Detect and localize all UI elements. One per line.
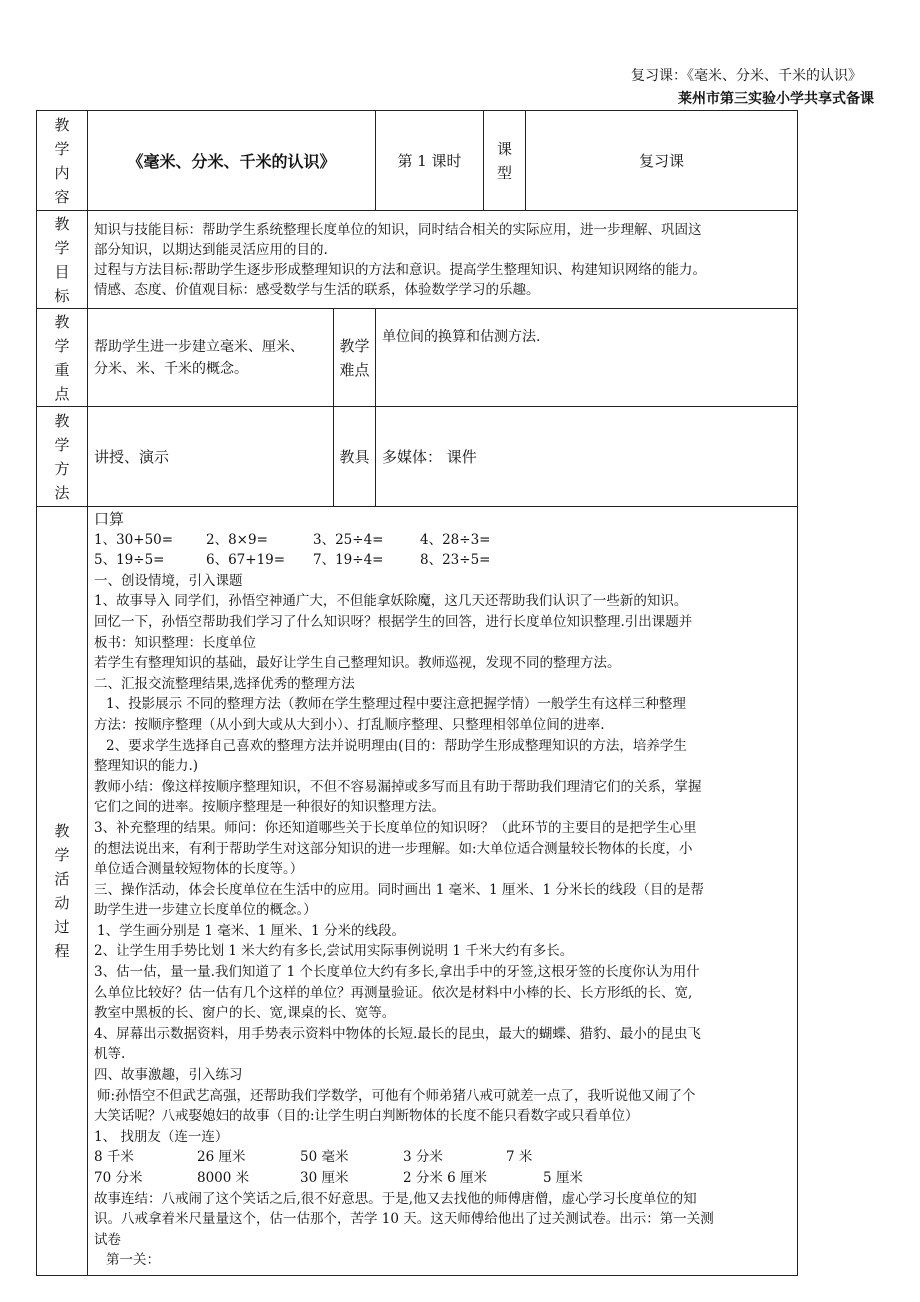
label-method: 教 学 方 法 xyxy=(37,407,88,507)
header-lesson-title: 复习课：《毫米、分米、千米的认识》 xyxy=(631,68,862,84)
row-goals xyxy=(37,211,798,309)
goals-text: 知识与技能目标：帮助学生系统整理长度单位的知识，同时结合相关的实际应用，进一步理解、巩固这 部分知识，以期达到能灵活应用的目的. 过程与方法目标:帮助学生逐步形成整理知识的方法和意识。提高学生整理知识、构建知识网络的能力。 情感、态度、价值观目标：感受数学与生活的联系，体验数学学习的乐趣。 xyxy=(88,211,798,309)
label-focus: 教 学 重 点 xyxy=(37,309,88,407)
row-activities xyxy=(37,507,798,1276)
lesson-type: 复习课 xyxy=(526,111,798,211)
match-row-2: 70 分米 8000 米 30 厘米 2 分米 6 厘米 5 厘米 xyxy=(94,1170,583,1186)
tools-text: 多媒体： 课件 xyxy=(376,407,798,507)
row-method xyxy=(37,407,798,507)
focus-text: 帮助学生进一步建立毫米、厘米、 分米、米、千米的概念。 xyxy=(88,309,334,407)
row-focus xyxy=(37,309,798,407)
activities-text: 口算 1、30+50= 2、8×9= 3、25÷4= 4、28÷3= 5、19÷5= 6、67+19= 7、19÷4= 8、23÷5= 一、创设情境，引入课题 1、故事导入 同学们，孙悟空神通广大，不但能拿妖除魔，这几天还帮助我们认识了一些新的知识。 回忆一下，孙悟空帮助我们学习了什么知识呀？根据学生的回答，进行长度单位知识整理.引出课题并 板书：知识整理：长度单位 若学生有整理知识的基础，最好让学生自己整理知识。教师巡视，发现不同的整理方法。 二、汇报交流整理结果,选择优秀的整理方法 1、投影展示 不同的整理方法（教师在学生整理过程中要注意把握学情）一般学生有这样三种整理 方法：按顺序整理（从小到大或从大到小）、打乱顺序整理、只整理相邻单位间的进率. 2、要求学生选择自己喜欢的整理方法并说明理由(目的：帮助学生形成整理知识的方法，培养学生 整理知识的能力.) 教师小结：像这样按顺序整理知识，不但不容易漏掉或多写而且有助于帮助我们理清它们的关系，掌握 它们之间的进率。按顺序整理是一种很好的知识整理方法。 3、补充整理的结果。师问：你还知道哪些关于长度单位的知识呀？（此环节的主要目的是把学生心里 的想法说出来，有利于帮助学生对这部分知识的进一步理解。如:大单位适合测量较长物体的长度，小 单位适合测量较短物体的长度等。） 三、操作活动，体会长度单位在生活中的应用。同时画出 1 毫米、1 厘米、1 分米长的线段（目的是帮 助学生进一步建立长度单位的概念。） 1、学生画分别是 1 毫米、1 厘米、1 分米的线段。 2、让学生用手势比划 1 米大约有多长,尝试用实际事例说明 1 千米大约有多长。 3、估一估，量一量.我们知道了 1 个长度单位大约有多长,拿出手中的牙签,这根牙签的长度你认为用什 么单位比较好？估一估有几个这样的单位？再测量验证。依次是材料中小棒的长、长方形纸的长、宽, 教室中黑板的长、窗户的长、宽,课桌的长、宽等。 4、屏幕出示数据资料，用手势表示资料中物体的长短.最长的昆虫，最大的蝴蝶、猎豹、最小的昆虫飞 机等. 四、故事激趣，引入练习 师:孙悟空不但武艺高强，还帮助我们学数学，可他有个师弟猪八戒可就差一点了，我听说他又闹了个 大笑话呢？八戒娶媳妇的故事（目的:让学生明白判断物体的长度不能只看数字或只看单位） 1、 找朋友（连一连） 8 千米 26 厘米 50 毫米 3 分米 7 米 70 分米 8000 米 30 厘米 2 分米 6 厘米 5 厘米 故事连结：八戒闹了这个笑话之后,很不好意思。于是,他又去找他的师傅唐僧，虚心学习长度单位的知 识。八戒拿着米尺量量这个，估一估那个，苦学 10 天。这天师傅给他出了过关测试卷。出示：第一关测 试卷 第一关： xyxy=(88,507,798,1276)
calc-row-1: 1、30+50= 2、8×9= 3、25÷4= 4、28÷3= xyxy=(94,531,491,548)
label-content: 教 学 内 容 xyxy=(37,111,88,211)
mental-math-heading: 口算 xyxy=(94,510,125,528)
method-text: 讲授、演示 xyxy=(88,407,334,507)
lesson-plan-table xyxy=(36,110,798,1276)
row-content xyxy=(37,111,798,211)
label-tools: 教具 xyxy=(334,407,376,507)
header-school-name: 莱州市第三实验小学共享式备课 xyxy=(678,91,874,107)
label-difficulty: 教学 难点 xyxy=(334,309,376,407)
label-type: 课 型 xyxy=(484,111,526,211)
match-row-1: 8 千米 26 厘米 50 毫米 3 分米 7 米 xyxy=(94,1149,533,1166)
calc-row-2: 5、19÷5= 6、67+19= 7、19÷4= 8、23÷5= xyxy=(94,552,491,569)
label-goals: 教 学 目 标 xyxy=(37,211,88,309)
label-activities: 教 学 活 动 过 程 xyxy=(37,507,88,1276)
lesson-title: 《毫米、分米、千米的认识》 xyxy=(88,111,376,211)
lesson-period: 第 1 课时 xyxy=(376,111,484,211)
difficulty-text: 单位间的换算和估测方法. xyxy=(376,309,798,407)
